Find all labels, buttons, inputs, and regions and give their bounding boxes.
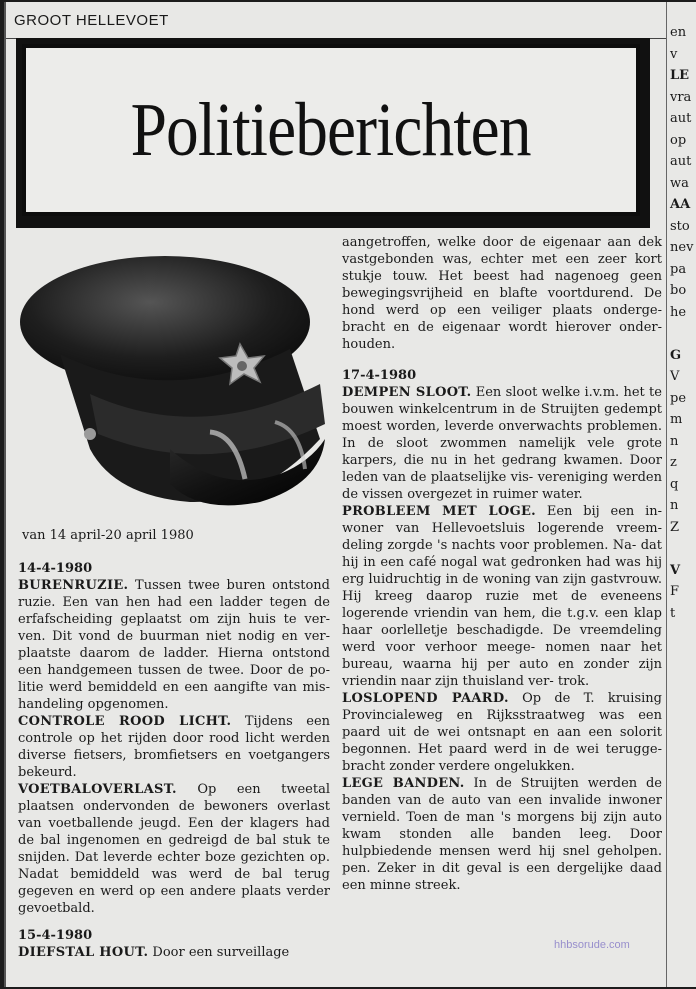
fragment-line: q — [670, 476, 679, 492]
article-text: dat hij in een café nogal wat gedronken had — [342, 538, 662, 570]
fragment-line: LE — [670, 68, 690, 83]
article-date: 15-4-1980 — [18, 928, 93, 943]
article-dempen-sloot — [342, 384, 662, 503]
article-text: diverse fietsers, bromfietsers en voetgangers — [18, 748, 330, 763]
article-text: op. Nadat bemiddeld was werd de bal terug — [18, 850, 330, 882]
article-text: deling zorgde 's nachts voor problemen. Na- — [342, 538, 637, 553]
article-text: vernield. Toen de man 's morgens bij zijn — [342, 810, 627, 825]
article-heading: CONTROLE ROOD LICHT. — [18, 714, 232, 729]
article-heading: DIEFSTAL HOUT. — [18, 945, 149, 960]
article-text: In de Struijten werden de — [473, 776, 662, 791]
article-text: Een bij een in- — [546, 504, 662, 519]
article-text: aangetroffen, welke door de eigenaar aan dek — [342, 235, 662, 250]
article-text: erfafscheiding geplaatst om zijn huis te ver- — [18, 612, 330, 627]
article-text: handeling opgenomen. — [18, 697, 169, 712]
article-text: van voetballende jeugd. Een der klagers had — [18, 816, 330, 831]
fragment-line — [670, 538, 696, 560]
article-text: bekeurd. — [18, 765, 77, 780]
left-column — [18, 560, 330, 961]
article-text: houden. — [342, 337, 396, 352]
column-rule — [666, 2, 667, 987]
article-text: plaatsen ondervonden de bewoners overlast — [18, 799, 330, 814]
article-text: een handgemeen tussen de twee. Door de po- — [18, 663, 330, 678]
fragment-line: bo — [670, 283, 687, 298]
article-heading: PROBLEEM MET LOGE. — [342, 504, 537, 519]
article-text: ven. Dit vond de buurman niet nodig en ver- — [18, 629, 330, 644]
fragment-line: t — [670, 605, 676, 621]
article-text: zonder zijn vriendin naar zijn thuisland ver- — [342, 657, 662, 689]
article-text: paard uit de wei ontsnapt en aan een solorit — [342, 725, 662, 740]
article-text: bracht en de eigenaar wordt hierover onder- — [342, 320, 662, 335]
article-probleem-met-loge — [342, 503, 662, 690]
article-voetbaloverlast — [18, 781, 330, 917]
article-text: een minne streek. — [342, 878, 461, 893]
adjacent-column-fragment — [670, 22, 696, 624]
article-text: vereniging werden de vissen overgezet in — [342, 470, 662, 502]
article-text: de bal ingenomen en gedreigd de bal stuk te — [18, 833, 330, 848]
fragment-line: nev — [670, 240, 694, 255]
article-text: eveneens logerende vriendin van hem, die — [342, 589, 662, 621]
article-rood-licht — [18, 713, 330, 781]
fragment-line: z — [670, 455, 677, 470]
newspaper-source: GROOT HELLEVOET — [14, 12, 169, 29]
article-text: bracht zonder verdere ongelukken. — [342, 759, 575, 774]
article-heading: DEMPEN SLOOT. — [342, 385, 472, 400]
article-text: Door een surveillage — [152, 945, 290, 960]
page-title: Politieberichten — [130, 87, 532, 172]
police-cap-photo — [20, 234, 336, 514]
article-heading: LEGE BANDEN. — [342, 776, 465, 791]
article-text: woner van Hellevoetsluis logerende vreem- — [342, 521, 662, 536]
fragment-line: aut — [670, 111, 692, 126]
article-text: auto kwam stonden alle banden leeg. Door — [342, 810, 662, 842]
article-loslopend-paard — [342, 690, 662, 775]
fragment-line: F — [670, 584, 680, 599]
photo-caption: van 14 april-20 april 1980 — [22, 528, 194, 543]
article-text: t.g.v. een klap haar oorlelletje beschadigde. — [342, 606, 663, 638]
watermark: hhbsorude.com — [554, 939, 630, 951]
article-text: banden van de auto van een invalide inwoner — [342, 793, 662, 808]
article-text: bewegingsvrijheid en blafte voortdurend. De — [342, 286, 662, 301]
article-text: gevoetbald. — [18, 901, 95, 916]
article-text: Een sloot welke i.v.m. — [475, 385, 620, 400]
article-text: problemen. In de sloot zwommen namelijk — [342, 419, 662, 451]
fragment-line: pa — [670, 261, 687, 277]
fragment-line: pe — [670, 390, 687, 406]
article-text: nomen naar het bureau, waarna hij per auto en — [342, 640, 662, 672]
title-box — [22, 44, 640, 216]
article-text: gedempt moest worden, leverde onverwachts — [342, 402, 662, 434]
right-column — [342, 234, 662, 894]
fragment-line: aut — [670, 154, 692, 169]
article-text: vele grote karpers, die nu in het gedrang — [342, 436, 662, 468]
article-text: plaatste daarom de ladder. Hierna ontstond — [18, 646, 330, 661]
fragment-line: wa — [670, 175, 689, 191]
article-text: controle op het rijden door rood licht werden — [18, 731, 330, 746]
article-text: stukje touw. Het beest had nagenoeg geen — [342, 269, 662, 284]
article-text: hond werd op een veiliger plaats onderge- — [342, 303, 662, 318]
article-diefstal-hout — [18, 944, 330, 961]
article-text: snijden. Dat leverde echter boze gezichten — [18, 850, 305, 865]
article-heading: VOETBALOVERLAST. — [18, 782, 177, 797]
article-text: Tussen twee buren ontstond — [135, 578, 330, 593]
article-date: 17-4-1980 — [342, 368, 417, 383]
article-text: De vreemdeling werd voor verhoor meege- — [342, 623, 662, 655]
article-text: gastvrouw. Hij kreeg daarop ruzie met de — [342, 572, 662, 604]
article-heading: LOSLOPEND PAARD. — [342, 691, 509, 706]
article-text: Op de T. kruising — [522, 691, 662, 706]
fragment-line: V — [670, 562, 681, 578]
article-text: vastgebonden was, echter met een zeer kort — [342, 252, 662, 267]
article-text: was hij erg luidruchtig in de woning van zijn — [342, 555, 663, 587]
article-burenruzie — [18, 577, 330, 713]
article-text: Tijdens een — [244, 714, 331, 729]
article-text: Provincialeweg en Rijksstraatweg was een — [342, 708, 662, 723]
fragment-line: m — [670, 412, 683, 427]
article-lege-banden — [342, 775, 662, 894]
fragment-line: n — [670, 433, 679, 449]
fragment-line: en v — [670, 25, 687, 62]
fragment-line: vra — [670, 89, 692, 105]
fragment-line: sto — [670, 218, 690, 234]
fragment-line: he — [670, 304, 687, 320]
article-text: begonnen. Het paard werd in de wei terugge- — [342, 742, 662, 757]
article-text: ruimer water. — [492, 487, 583, 502]
fragment-line — [670, 323, 696, 345]
article-text: het te bouwen winkelcentrum in de Struijten — [342, 385, 662, 417]
article-text: trok. — [557, 674, 590, 689]
fragment-line: G — [670, 347, 682, 363]
fragment-line: Z — [670, 519, 680, 535]
article-text: Op een tweetal — [197, 782, 331, 797]
article-text: hulpbiedende mensen werd hij snel geholpen. — [342, 844, 662, 859]
fragment-line: AA — [670, 197, 691, 212]
fragment-line: n — [670, 498, 679, 513]
article-text: gegeven en werd op een andere plaats verder — [18, 884, 330, 899]
newspaper-clipping — [4, 2, 696, 987]
article-text: ruzie. Een van hen had een ladder tegen de — [18, 595, 330, 610]
article-heading: BURENRUZIE. — [18, 578, 129, 593]
fragment-line: V — [670, 369, 680, 384]
article-text: litie werd bemiddeld en een aangifte van mis- — [18, 680, 330, 695]
article-date: 14-4-1980 — [18, 561, 93, 576]
article-text: pen. Zeker in dit geval is een dergelijke daad — [342, 861, 662, 876]
article-text: kwamen. Door leden van de plaatselijke vis- — [342, 453, 662, 485]
article-continuation — [342, 234, 662, 353]
fragment-line: op — [670, 132, 687, 148]
